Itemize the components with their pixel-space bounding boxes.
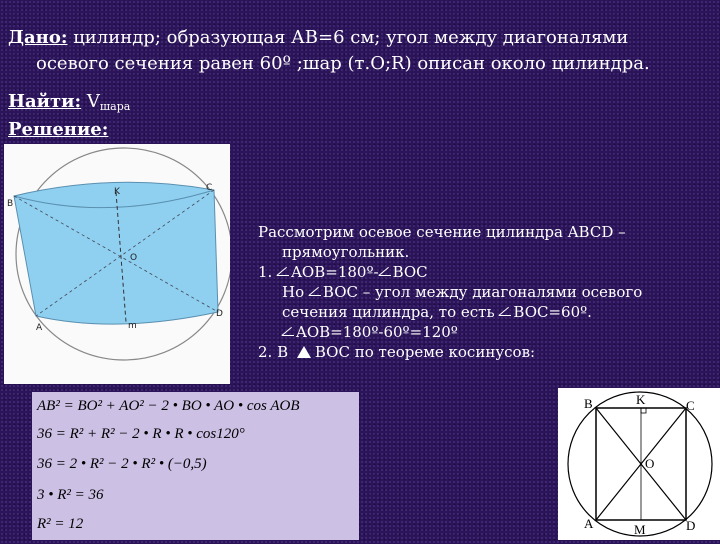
given-line-2: осевого сечения равен 60º ;шар (т.О;R) описан около цилиндра. <box>36 53 650 74</box>
angle-icon <box>379 267 391 277</box>
photo-label-o: O <box>130 253 138 263</box>
angle-icon <box>282 327 294 337</box>
find-line <box>8 91 130 118</box>
photo-label-m: m <box>128 321 137 331</box>
photo-label-k: K <box>114 187 120 197</box>
diagram-label-k: K <box>636 392 646 407</box>
photo-label-b: B <box>7 199 14 209</box>
sol-line-3: 1. AOB=180º- BOC <box>258 263 428 281</box>
formula-4: 3 • R² = 36 <box>37 487 104 503</box>
angle-icon <box>309 287 321 297</box>
given-line-1 <box>8 27 628 49</box>
diagram-label-a: A <box>584 516 594 531</box>
sol-line-4: Но BOC – угол между диагоналями осевого <box>282 283 643 301</box>
photo-label-d: D <box>216 309 223 319</box>
diagram-label-m: M <box>634 522 646 537</box>
triangle-icon <box>297 346 311 358</box>
diagram-label-o: O <box>645 456 655 471</box>
solution-label: Решение: <box>8 119 109 140</box>
diagram-label-d: D <box>686 518 696 533</box>
angle-icon <box>499 307 511 317</box>
find-text: V <box>81 91 100 112</box>
axial-section-diagram <box>558 388 720 540</box>
formula-5: R² = 12 <box>37 516 84 532</box>
angle-icon <box>277 267 289 277</box>
find-label: Найти: <box>8 91 82 112</box>
formula-2: 36 = R² + R² − 2 • R • R • cos120° <box>37 426 245 442</box>
find-subscript: шара <box>99 100 131 113</box>
cylinder-in-sphere-image <box>4 144 230 384</box>
sol-line-2: прямоугольник. <box>282 243 410 261</box>
photo-label-c: C <box>206 183 213 193</box>
given-text: цилиндр; образующая АВ=6 см; угол между диагоналями <box>67 27 629 48</box>
photo-label-a: A <box>36 323 43 333</box>
formula-1: AB² = BO² + AO² − 2 • BO • AO • cos AOB <box>37 398 300 414</box>
formula-3: 36 = 2 • R² − 2 • R² • (−0,5) <box>37 456 207 472</box>
sol-line-7: 2. В BOC по теореме косинусов: <box>258 343 536 361</box>
solution-text <box>258 222 718 362</box>
sol-line-5: сечения цилиндра, то есть BOC=60º. <box>282 303 592 321</box>
diagram-label-c: C <box>686 398 695 413</box>
sol-line-6: AOB=180º-60º=120º <box>258 322 718 342</box>
given-label: Дано: <box>8 27 68 48</box>
formula-box <box>32 392 359 540</box>
diagram-label-b: B <box>584 396 593 411</box>
sol-line-1: Рассмотрим осевое сечение цилиндра ABCD – <box>258 223 626 241</box>
